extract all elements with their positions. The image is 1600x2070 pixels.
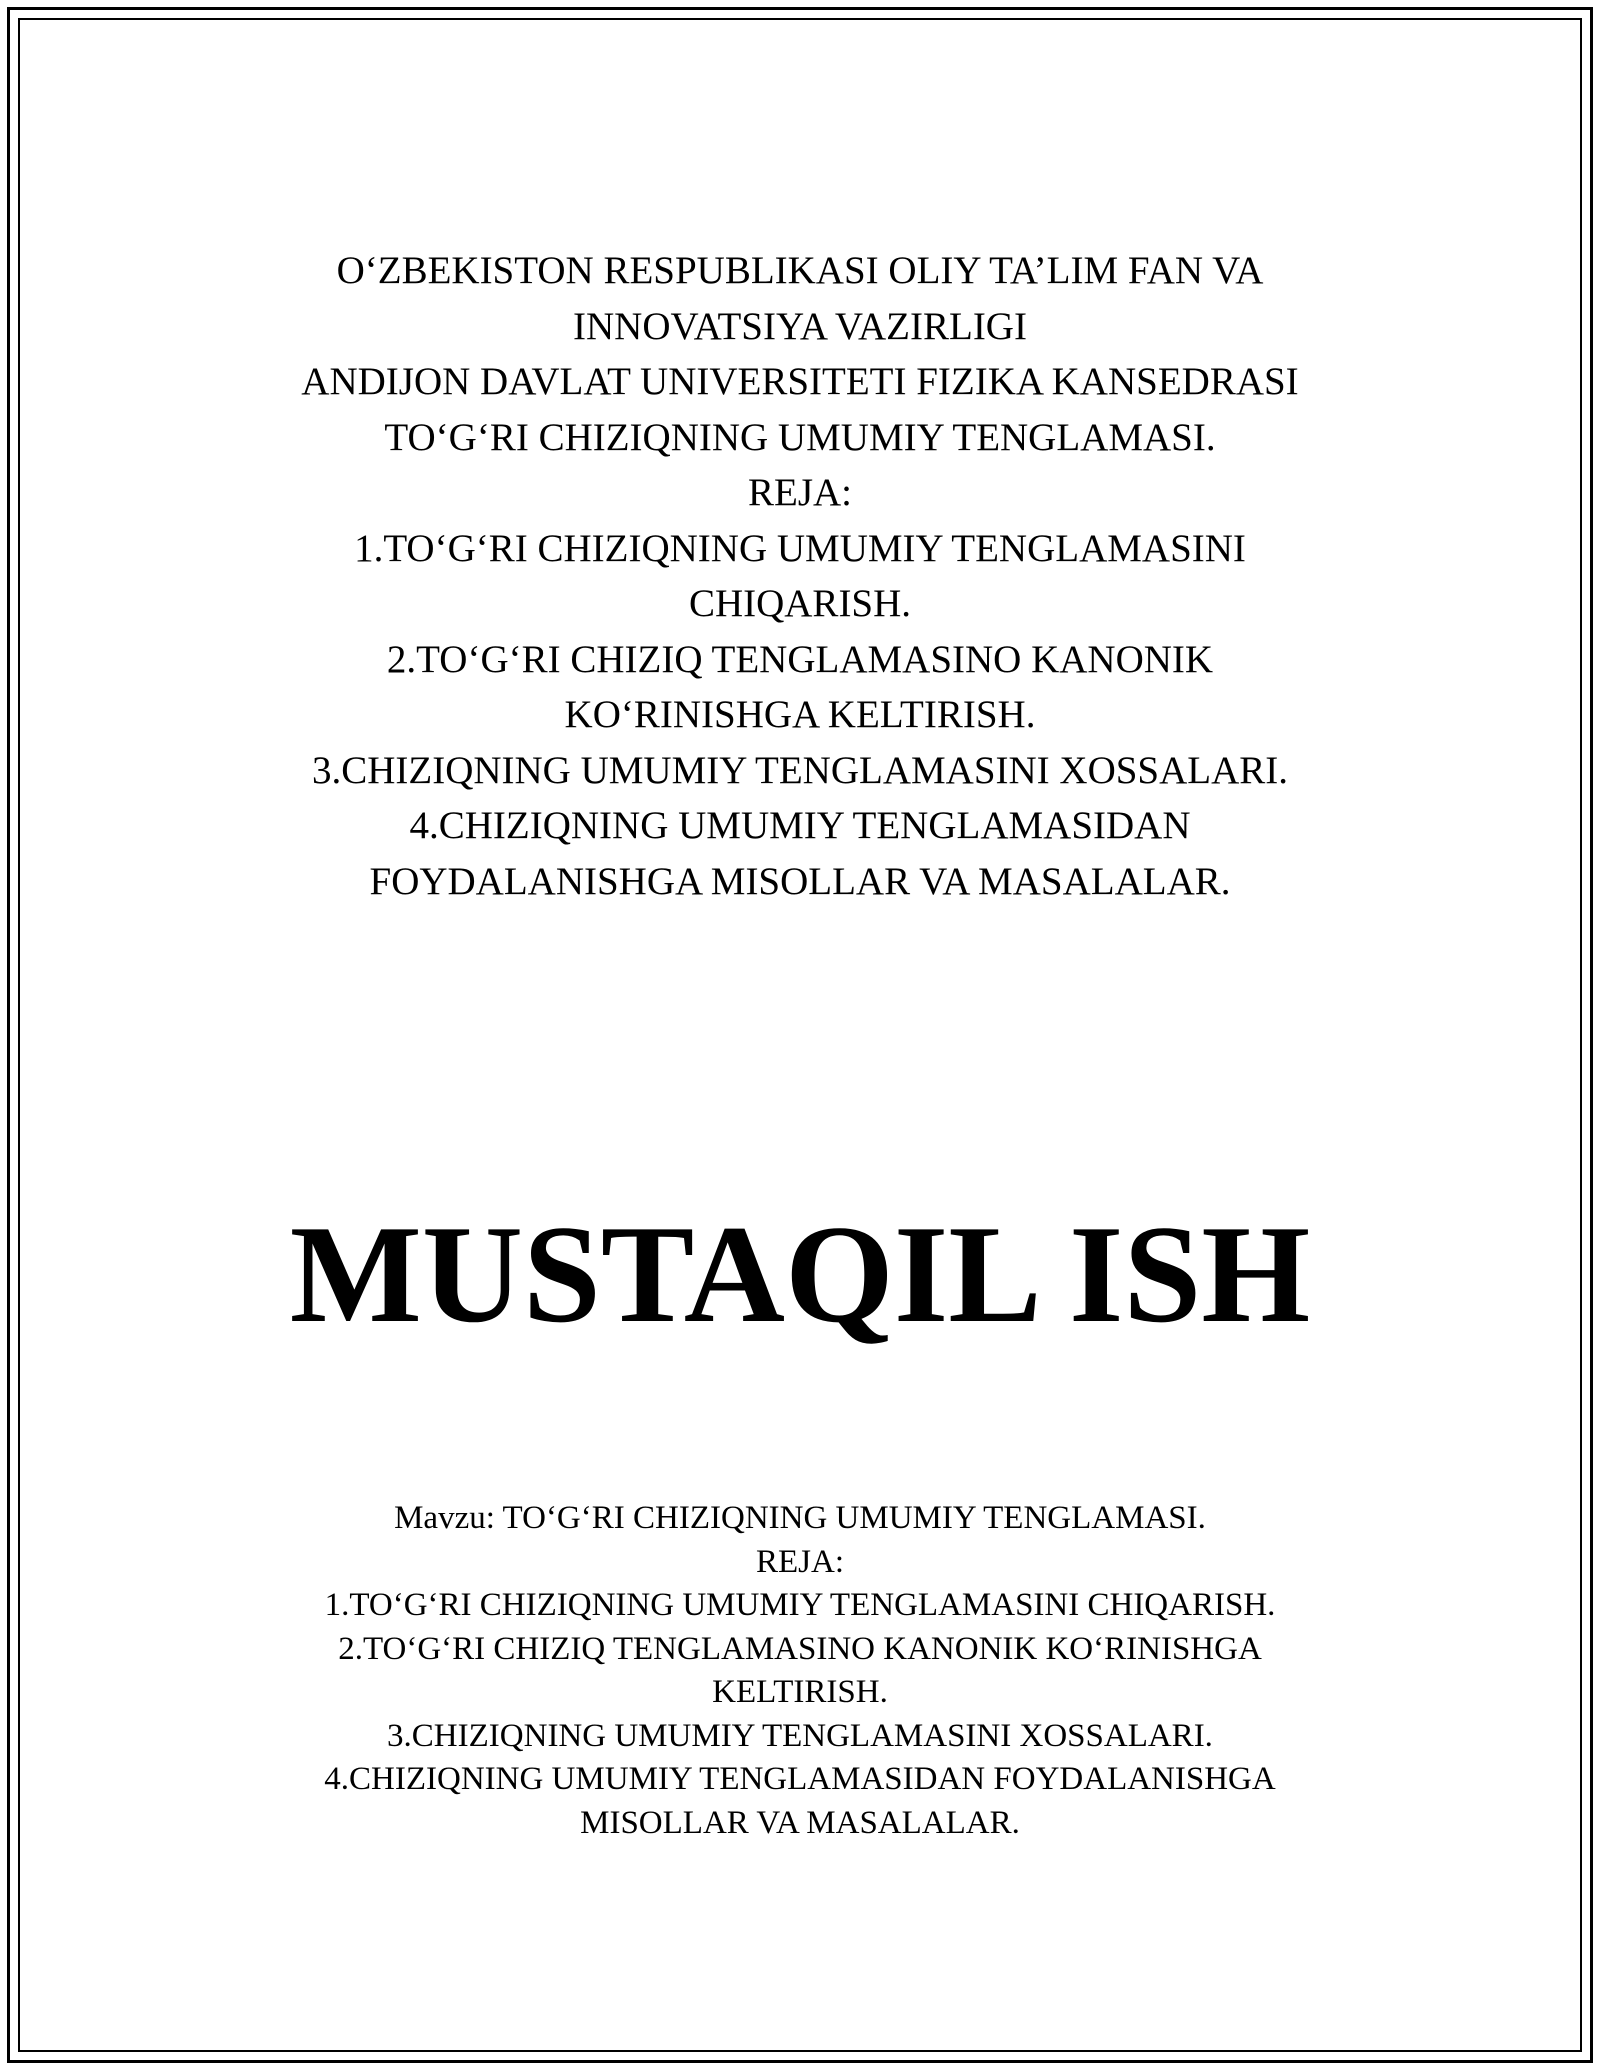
plan-item-2-line-2: KO‘RINISHGA KELTIRISH. <box>564 693 1036 736</box>
plan-item-3: 3.CHIZIQNING UMUMIY TENGLAMASINI XOSSALARI. <box>311 748 1289 792</box>
footer-plan-item-3: 3.CHIZIQNING UMUMIY TENGLAMASINI XOSSALARI. <box>387 1717 1213 1754</box>
ministry-line-1: O‘ZBEKISTON RESPUBLIKASI OLIY TA’LIM FAN VA <box>336 249 1264 292</box>
header-block <box>0 243 1600 909</box>
footer-plan-heading: REJA: <box>755 1543 844 1580</box>
plan-item-4-line-2: FOYDALANISHGA MISOLLAR VA MASALALAR. <box>369 859 1231 903</box>
footer-plan-item-1: 1.TO‘G‘RI CHIZIQNING UMUMIY TENGLAMASINI CHIQARISH. <box>324 1587 1276 1623</box>
footer-plan-item-2-line-2: KELTIRISH. <box>712 1674 888 1710</box>
plan-item-1-line-1: 1.TO‘G‘RI CHIZIQNING UMUMIY TENGLAMASINI <box>354 526 1246 570</box>
topic-line: TO‘G‘RI CHIZIQNING UMUMIY TENGLAMASI. <box>384 415 1216 459</box>
plan-item-4-line-1: 4.CHIZIQNING UMUMIY TENGLAMASIDAN <box>409 804 1191 847</box>
footer-block <box>0 1497 1600 1845</box>
plan-item-1-line-2: CHIQARISH. <box>688 582 912 625</box>
ministry-line-2: INNOVATSIYA VAZIRLIGI <box>573 304 1027 348</box>
university-line: ANDIJON DAVLAT UNIVERSITETI FIZIKA KANSEDRASI <box>301 360 1299 403</box>
footer-plan-item-4-line-1: 4.CHIZIQNING UMUMIY TENGLAMASIDAN FOYDALANISHGA <box>324 1761 1276 1797</box>
document-title: MUSTAQIL ISH <box>289 1197 1311 1352</box>
footer-plan-item-2-line-1: 2.TO‘G‘RI CHIZIQ TENGLAMASINO KANONIK KO‘RINISHGA <box>338 1630 1262 1667</box>
footer-plan-item-4-line-2: MISOLLAR VA MASALALAR. <box>580 1804 1020 1841</box>
subject-line: Mavzu: TO‘G‘RI CHIZIQNING UMUMIY TENGLAMASI. <box>394 1500 1206 1536</box>
plan-item-2-line-1: 2.TO‘G‘RI CHIZIQ TENGLAMASINO KANONIK <box>386 637 1214 681</box>
plan-heading: REJA: <box>747 471 852 514</box>
